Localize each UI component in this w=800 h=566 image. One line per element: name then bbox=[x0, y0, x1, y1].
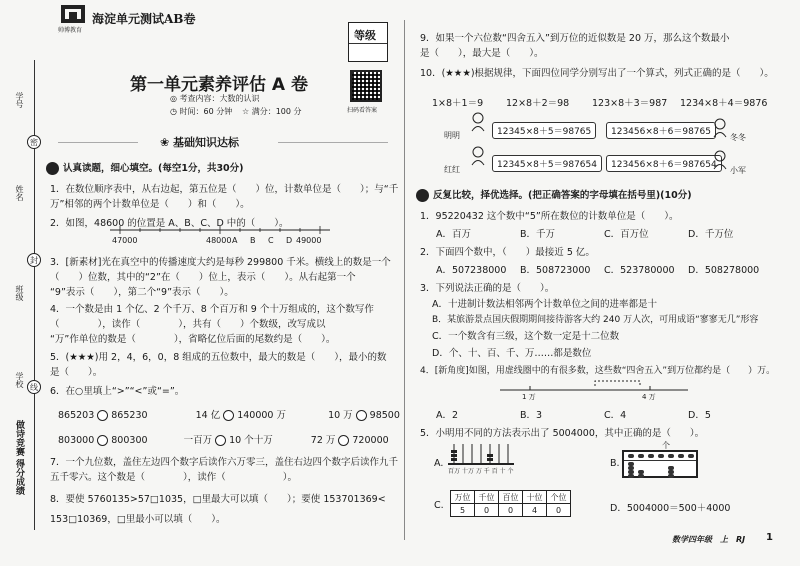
number-badge-two bbox=[416, 189, 429, 202]
c5-opt-c-label[interactable]: C. bbox=[434, 500, 444, 511]
footer-subject: 数学四年级 上 RJ bbox=[672, 535, 746, 544]
q1-line1: 1．在数位顺序表中，从右边起，第五位是（ ）位，计数单位是（ ）；与“千 bbox=[50, 184, 399, 195]
ruler-49000: 49000 bbox=[296, 236, 322, 245]
pattern-2: 12×8＋2＝98 bbox=[506, 98, 570, 109]
eq-xiaojun: 123456×8＋6＝987654 bbox=[606, 155, 722, 172]
c5-opt-a-label[interactable]: A. bbox=[434, 458, 444, 469]
label-xiaojun: 小军 bbox=[730, 166, 746, 175]
c5-place-value-table: 万位 千位 百位 十位 个位 5 0 0 4 0 bbox=[450, 490, 571, 517]
answer-qr-code[interactable] bbox=[350, 70, 382, 102]
footer-page-number: 1 bbox=[766, 532, 773, 543]
c1-opt-c[interactable]: C．百万位 bbox=[604, 229, 649, 240]
grade-box-label: 等级 bbox=[354, 29, 376, 42]
c3-opt-c[interactable]: C．一个数含有三级，这个数一定是十二位数 bbox=[432, 331, 620, 342]
q5-line2: 是（ ）。 bbox=[50, 367, 103, 378]
page-title: 第一单元素养评估 A 卷 bbox=[130, 75, 308, 95]
c5-text: 5．小明用不同的方法表示出了 5004000，其中正确的是（ ）。 bbox=[420, 428, 705, 439]
pattern-3: 123×8＋3＝987 bbox=[592, 98, 668, 109]
c5-abacus-top-mark: 个 bbox=[662, 441, 670, 450]
eq-honghong: 12345×8＋5＝987654 bbox=[492, 155, 602, 172]
flower-icon: ❀ bbox=[160, 136, 174, 149]
q8-line2: 153□10369，□里最小可以填（ ）。 bbox=[50, 514, 226, 525]
c4-axis-right: 4 万 bbox=[642, 393, 656, 401]
qr-caption: 扫码看答案 bbox=[347, 107, 378, 114]
q3-line1: 3．[新素材]光在真空中的传播速度大约是每秒 299800 千米。横线上的数是一个 bbox=[50, 257, 391, 268]
compare-circle[interactable] bbox=[338, 435, 349, 446]
compare-circle[interactable] bbox=[215, 435, 226, 446]
ruler-a: A bbox=[232, 236, 238, 245]
label-dongdong: 冬冬 bbox=[730, 133, 746, 142]
star-icon: ☆ bbox=[242, 107, 252, 116]
ruler-47000: 47000 bbox=[112, 236, 138, 245]
margin-slogan: 做诗竞赛 得分成绩 bbox=[14, 420, 24, 496]
score-info: ☆ 满分：100 分 bbox=[242, 107, 302, 116]
margin-xuexiao: 学校 bbox=[15, 372, 24, 388]
compare-circle[interactable] bbox=[356, 410, 367, 421]
part1-heading: 认真读题，细心填空。(每空1分，共30分) bbox=[46, 160, 244, 175]
section-basic: ❀ 基础知识达标 bbox=[160, 136, 240, 149]
time-info: ◷ 时间：60 分钟 bbox=[170, 107, 233, 116]
grade-box bbox=[348, 22, 388, 62]
compare-circle[interactable] bbox=[97, 410, 108, 421]
q4-line2: （ ），读作（ ），共有（ ）个数级，改写成以 bbox=[50, 319, 326, 330]
margin-xingming: 姓名 bbox=[15, 185, 24, 201]
q4-line3: “万”作单位的数是（ ），省略亿位后面的尾数约是（ ）。 bbox=[50, 334, 336, 345]
c5-a-units: 百万 十万 万 千 百 十 个 bbox=[448, 468, 514, 475]
student-dongdong-icon bbox=[712, 118, 728, 138]
compare-row2: 803000 800300 一百万 10 个十万 72 万 720000 bbox=[58, 435, 389, 446]
c2-opt-c[interactable]: C．523780000 bbox=[604, 265, 675, 276]
q1-line2: 万”相邻的两个计数单位是（ ）和（ ）。 bbox=[50, 199, 250, 210]
q10-text: 10．(★★★)根据规律，下面四位同学分别写出了一个算式，列式正确的是（ ）。 bbox=[420, 68, 774, 79]
label-honghong: 红红 bbox=[444, 165, 460, 174]
c4-opt-c[interactable]: C．4 bbox=[604, 410, 627, 421]
q3-line2: （ ）位数，其中的“2”在（ ）位上，表示（ ）。从右起第一个 bbox=[50, 272, 356, 283]
subtitle: ◎ 考查内容：大数的认识 bbox=[170, 94, 260, 103]
target-icon: ◎ bbox=[170, 94, 180, 103]
c3-opt-b[interactable]: B．某旅游景点国庆假期期间接待游客大约 240 万人次，可用成语“寥寥无几”形容 bbox=[432, 315, 759, 325]
brand-logo bbox=[60, 4, 86, 36]
series-title: 海淀单元测试AB卷 bbox=[92, 12, 196, 26]
q9-line1: 9．如果一个六位数“四舍五入”到万位的近似数是 20 万，那么这个数最小 bbox=[420, 33, 730, 44]
q4-line1: 4．一个数是由 1 个亿、2 个千万、8 个百万和 9 个十万组成的，这个数写作 bbox=[50, 304, 374, 315]
eq-mingming: 12345×8＋5＝98765 bbox=[492, 122, 596, 139]
student-mingming-icon bbox=[470, 112, 486, 132]
q7-line1: 7．一个九位数，盖住左边四个数字后读作六万零三，盖住右边四个数字后读作九千 bbox=[50, 457, 399, 468]
cut-mark-2: 封 bbox=[27, 253, 41, 267]
c1-opt-a[interactable]: A．百万 bbox=[436, 229, 471, 240]
q2-text: 2．如图，48600 的位置是 A、B、C、D 中的（ ）。 bbox=[50, 218, 289, 229]
q3-line3: “9”表示（ ），第二个“9”表示（ ）。 bbox=[50, 287, 234, 298]
student-honghong-icon bbox=[470, 146, 486, 166]
c2-opt-a[interactable]: A．507238000 bbox=[436, 265, 507, 276]
compare-circle[interactable] bbox=[97, 435, 108, 446]
q5-line1: 5．(★★★)用 2，4，6，0，8 组成的五位数中，最大的数是（ ），最小的数 bbox=[50, 352, 387, 363]
c2-opt-d[interactable]: D．508278000 bbox=[688, 265, 760, 276]
c5-abacus bbox=[622, 450, 698, 478]
compare-row1: 865203 865230 14 亿 140000 万 10 万 98500 bbox=[58, 410, 400, 421]
margin-xuehao: 学号 bbox=[15, 92, 24, 108]
c1-text: 1．95220432 这个数中“5”所在数位的计数单位是（ ）。 bbox=[420, 211, 679, 222]
ruler-d: D bbox=[286, 236, 293, 245]
part2-heading: 反复比较，择优选择。(把正确答案的字母填在括号里)(10分) bbox=[416, 187, 692, 202]
label-mingming: 明明 bbox=[444, 131, 460, 140]
c4-axis-left: 1 万 bbox=[522, 393, 536, 401]
q7-line2: 五千零六。这个数是（ ），读作（ ）。 bbox=[50, 472, 298, 483]
number-line-ruler bbox=[110, 224, 330, 236]
c5-opt-d[interactable]: D．5004000＝500＋4000 bbox=[610, 503, 731, 514]
q6-text: 6．在○里填上“>”“<”或“=”。 bbox=[50, 386, 185, 397]
brand-name: 帅博教育 bbox=[58, 27, 83, 34]
ruler-c: C bbox=[268, 236, 274, 245]
c5-opt-b-label[interactable]: B. bbox=[610, 458, 620, 469]
student-xiaojun-icon bbox=[712, 150, 728, 170]
c3-text: 3．下列说法正确的是（ ）。 bbox=[420, 283, 555, 294]
compare-circle[interactable] bbox=[223, 410, 234, 421]
eq-dongdong: 123456×8＋6＝98765 bbox=[606, 122, 716, 139]
c2-opt-b[interactable]: B．508723000 bbox=[520, 265, 591, 276]
cut-mark-3: 线 bbox=[27, 380, 41, 394]
number-badge-one bbox=[46, 162, 59, 175]
c4-opt-b[interactable]: B．3 bbox=[520, 410, 543, 421]
q8-line1: 8．要使 5760135>57□1035，□里最大可以填（ ）；要使 153701369< bbox=[50, 494, 386, 505]
ruler-b: B bbox=[250, 236, 256, 245]
pattern-4: 1234×8＋4＝9876 bbox=[680, 98, 768, 109]
margin-banji: 班级 bbox=[15, 285, 24, 301]
c3-opt-d[interactable]: D．个、十、百、千、万……都是数位 bbox=[432, 348, 592, 359]
c1-opt-d[interactable]: D．千万位 bbox=[688, 229, 734, 240]
ruler-48000: 48000 bbox=[206, 236, 232, 245]
clock-icon: ◷ bbox=[170, 107, 180, 116]
c2-text: 2．下面四个数中，（ ）最接近 5 亿。 bbox=[420, 247, 595, 258]
c1-opt-b[interactable]: B．千万 bbox=[520, 229, 556, 240]
c4-opt-a[interactable]: A．2 bbox=[436, 410, 459, 421]
pattern-1: 1×8＋1＝9 bbox=[432, 98, 484, 109]
c4-text: 4．[新角度]如图，用虚线圈中的有很多数，这些数“四舍五入”到万位都约是（ ）万。 bbox=[420, 366, 776, 376]
cut-mark-1: 密 bbox=[27, 135, 41, 149]
c4-opt-d[interactable]: D．5 bbox=[688, 410, 711, 421]
c3-opt-a[interactable]: A．十进制计数法相邻两个计数单位之间的进率都是十 bbox=[432, 299, 657, 310]
q9-line2: 是（ ），最大是（ ）。 bbox=[420, 48, 544, 59]
